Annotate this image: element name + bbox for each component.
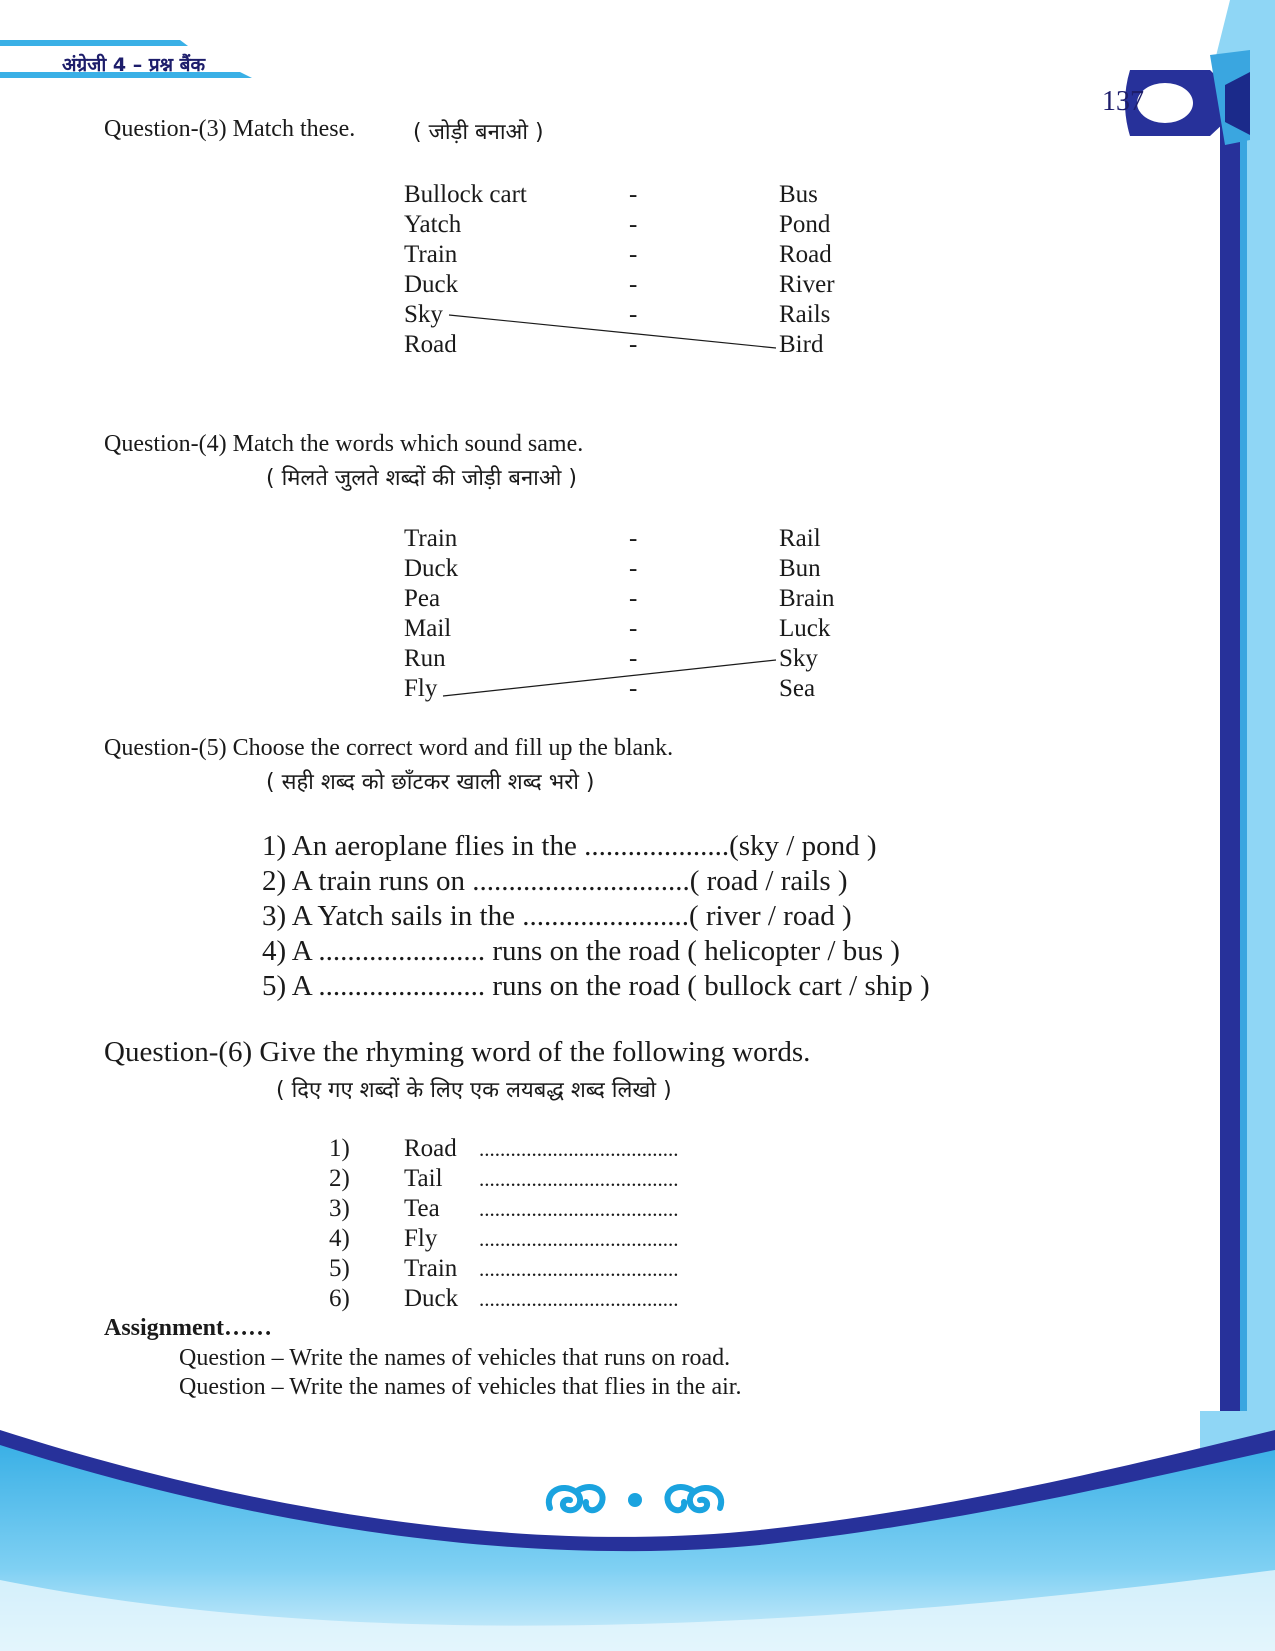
assignment-title: Assignment…… [104,1315,273,1341]
q4-sub-hindi: ( मिलते जुलते शब्दों की जोड़ी बनाओ ) [266,466,577,491]
q4-right-item: Brain [779,585,835,612]
dash: - [629,525,638,552]
q3-right-item: Bus [779,181,818,208]
q6-number-column [329,1134,350,1314]
q6-word-column [404,1134,458,1314]
q4-right-item: Luck [779,615,831,642]
answer-blank: ...................................... [479,1257,679,1281]
item-number: 3) [329,1195,350,1222]
q3-right-item: Road [779,241,832,268]
answer-blank: ...................................... [479,1287,679,1311]
dash: - [629,615,638,642]
q3-heading-hindi: ( जोड़ी बनाओ ) [413,120,544,145]
dash: - [629,211,638,238]
rhyme-word: Train [404,1255,458,1282]
q4-right-item: Bun [779,555,821,582]
rhyme-word: Road [404,1135,457,1162]
item-number: 2) [329,1165,350,1192]
footer-ornament [540,1478,730,1520]
answer-blank: ...................................... [479,1137,679,1161]
dash: - [629,675,638,702]
q4-right-item: Rail [779,525,821,552]
q3-left-item: Bullock cart [404,181,527,208]
fill-blank-item: 2) A train runs on ..............................( road / rails ) [262,865,848,897]
item-number: 5) [329,1255,350,1282]
q3-left-item: Duck [404,271,459,298]
dash: - [629,645,638,672]
rhyme-word: Fly [404,1225,438,1252]
dash: - [629,271,638,298]
q3-right-item: Rails [779,301,831,328]
item-number: 6) [329,1285,350,1312]
q5-heading: Question-(5) Choose the correct word and fill up the blank. [104,735,674,761]
rhyme-word: Tail [404,1165,443,1192]
answer-blank: ...................................... [479,1227,679,1251]
dash: - [629,301,638,328]
q3-right-item: Bird [779,331,824,358]
q4-right-item: Sky [779,645,818,672]
q3-right-item: Pond [779,211,831,238]
rhyme-word: Tea [404,1195,440,1222]
q5-fill-list [262,829,930,1004]
assignment-item: Question – Write the names of vehicles that flies in the air. [179,1374,742,1400]
q6-blank-column [479,1134,679,1314]
assignment-item: Question – Write the names of vehicles that runs on road. [179,1345,731,1371]
q3-left-item: Train [404,241,458,268]
dash: - [629,331,638,358]
q4-left-item: Run [404,645,446,672]
rhyme-word: Duck [404,1285,459,1312]
q5-sub-hindi: ( सही शब्द को छाँटकर खाली शब्द भरो ) [266,770,595,795]
fill-blank-item: 1) An aeroplane flies in the ....................(sky / pond ) [262,830,877,862]
answer-blank: ...................................... [479,1197,679,1221]
answer-blank: ...................................... [479,1167,679,1191]
item-number: 4) [329,1225,350,1252]
q3-heading: Question-(3) Match these. [104,116,356,142]
book-title: अंग्रेजी 4 – प्रश्न बैंक [62,54,206,76]
page-number: 137 [1102,86,1144,117]
q4-left-item: Mail [404,615,452,642]
q4-left-item: Train [404,525,458,552]
fill-blank-item: 5) A ....................... runs on the road ( bullock cart / ship ) [262,970,930,1002]
q6-sub-hindi: ( दिए गए शब्दों के लिए एक लयबद्ध शब्द लिखो ) [276,1078,672,1103]
q4-left-item: Duck [404,555,459,582]
dash: - [629,181,638,208]
fill-blank-item: 4) A ....................... runs on the road ( helicopter / bus ) [262,935,900,967]
q6-heading: Question-(6) Give the rhyming word of the following words. [104,1036,811,1068]
q4-left-item: Fly [404,675,438,702]
q4-heading: Question-(4) Match the words which sound same. [104,431,584,457]
q3-left-item: Yatch [404,211,462,238]
q4-left-item: Pea [404,585,441,612]
q4-right-item: Sea [779,675,816,702]
dash: - [629,555,638,582]
q3-left-item: Road [404,331,457,358]
fill-blank-item: 3) A Yatch sails in the .......................( river / road ) [262,900,852,932]
bottom-wave-decoration [0,1430,1275,1651]
dash: - [629,241,638,268]
assignment-list [179,1344,741,1402]
item-number: 1) [329,1135,350,1162]
q3-right-item: River [779,271,835,298]
q3-left-item: Sky [404,301,443,328]
dash: - [629,585,638,612]
